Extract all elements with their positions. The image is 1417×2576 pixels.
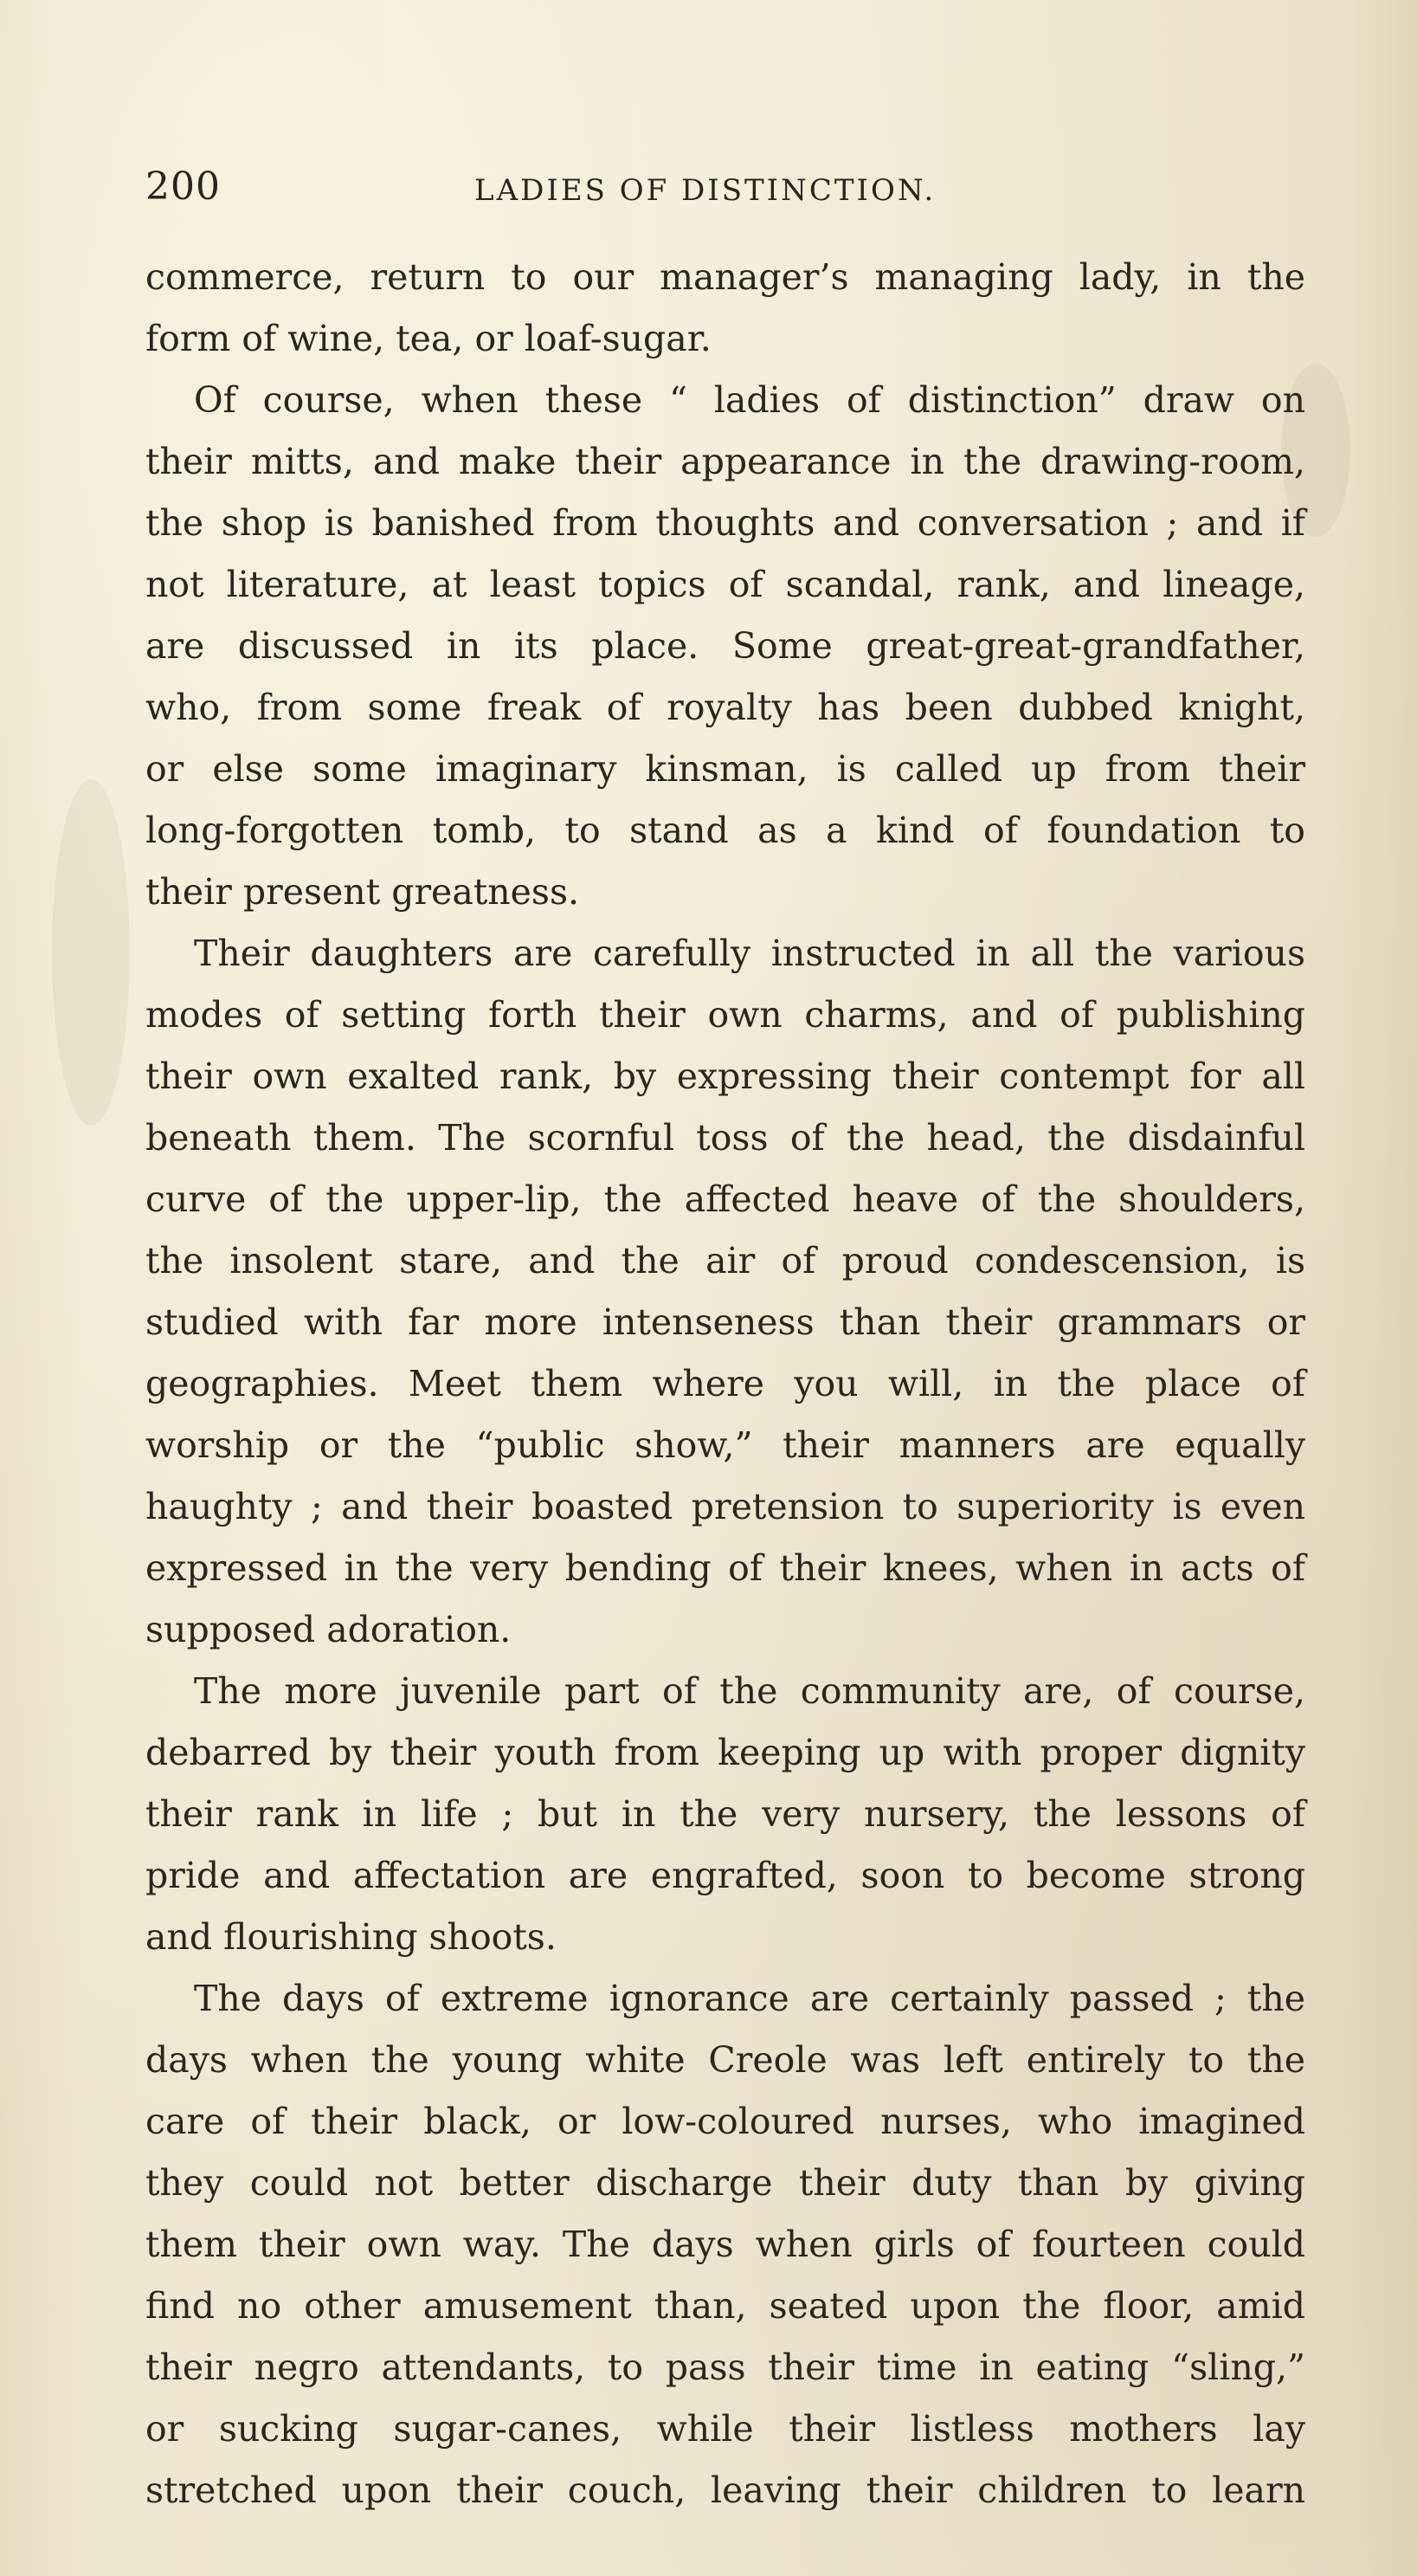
text-line: and flourishing shoots. <box>145 1916 557 1958</box>
body-text <box>145 247 1305 2521</box>
text-line: days when the young white Creole was left entirely to the <box>145 2039 1305 2081</box>
text-line: their own exalted rank, by expressing their contempt for all <box>145 1056 1305 1097</box>
text-line: modes of setting forth their own charms, and of publishing <box>145 994 1305 1036</box>
text-line: the insolent stare, and the air of proud condescension, is <box>145 1240 1305 1282</box>
page-number: 200 <box>145 165 221 209</box>
text-line: curve of the upper-lip, the affected heave of the shoulders, <box>145 1178 1305 1220</box>
text-line: stretched upon their couch, leaving their children to learn <box>145 2469 1305 2511</box>
text-line: worship or the “public show,” their manners are equally <box>145 1424 1305 1466</box>
text-line: The days of extreme ignorance are certainly passed ; the <box>194 1978 1305 2019</box>
text-line: their negro attendants, to pass their time in eating “sling,” <box>145 2347 1305 2388</box>
text-line: their rank in life ; but in the very nursery, the lessons of <box>145 1793 1305 1835</box>
text-line: commerce, return to our manager’s managing lady, in the <box>145 256 1305 298</box>
text-line: long-forgotten tomb, to stand as a kind of foundation to <box>145 810 1305 851</box>
text-line: supposed adoration. <box>145 1609 512 1650</box>
text-line: their mitts, and make their appearance in the drawing-room, <box>145 441 1305 482</box>
text-line: are discussed in its place. Some great-great-grandfather, <box>145 625 1305 667</box>
text-line: debarred by their youth from keeping up with proper dignity <box>145 1732 1305 1773</box>
page-stain <box>52 779 130 1126</box>
text-line: The more juvenile part of the community are, of course, <box>194 1670 1305 1712</box>
text-line: beneath them. The scornful toss of the head, the disdainful <box>145 1117 1305 1159</box>
text-line: the shop is banished from thoughts and conversation ; and if <box>145 502 1305 544</box>
text-line: them their own way. The days when girls of fourteen could <box>145 2224 1305 2265</box>
text-line: find no other amusement than, seated upon the floor, amid <box>145 2285 1305 2327</box>
page-header <box>145 165 1305 216</box>
text-line: expressed in the very bending of their knees, when in acts of <box>145 1547 1305 1589</box>
text-line: their present greatness. <box>145 871 580 913</box>
text-line: they could not better discharge their duty than by giving <box>145 2162 1305 2204</box>
text-line: not literature, at least topics of scandal, rank, and lineage, <box>145 564 1305 605</box>
text-line: who, from some freak of royalty has been dubbed knight, <box>145 687 1305 728</box>
text-line: geographies. Meet them where you will, in the place of <box>145 1363 1305 1404</box>
text-line: pride and affectation are engrafted, soon to become strong <box>145 1855 1305 1896</box>
text-line: haughty ; and their boasted pretension to superiority is even <box>145 1486 1305 1527</box>
text-line: care of their black, or low-coloured nurses, who imagined <box>145 2101 1305 2142</box>
text-line: or sucking sugar-canes, while their listless mothers lay <box>145 2408 1305 2450</box>
running-head: LADIES OF DISTINCTION. <box>474 173 937 208</box>
text-line: Their daughters are carefully instructed in all the various <box>194 933 1305 974</box>
text-line: studied with far more intenseness than their grammars or <box>145 1301 1305 1343</box>
text-line: or else some imaginary kinsman, is called up from their <box>145 748 1305 790</box>
text-line: form of wine, tea, or loaf-sugar. <box>145 318 712 359</box>
text-line: Of course, when these “ ladies of distinction” draw on <box>194 379 1305 421</box>
